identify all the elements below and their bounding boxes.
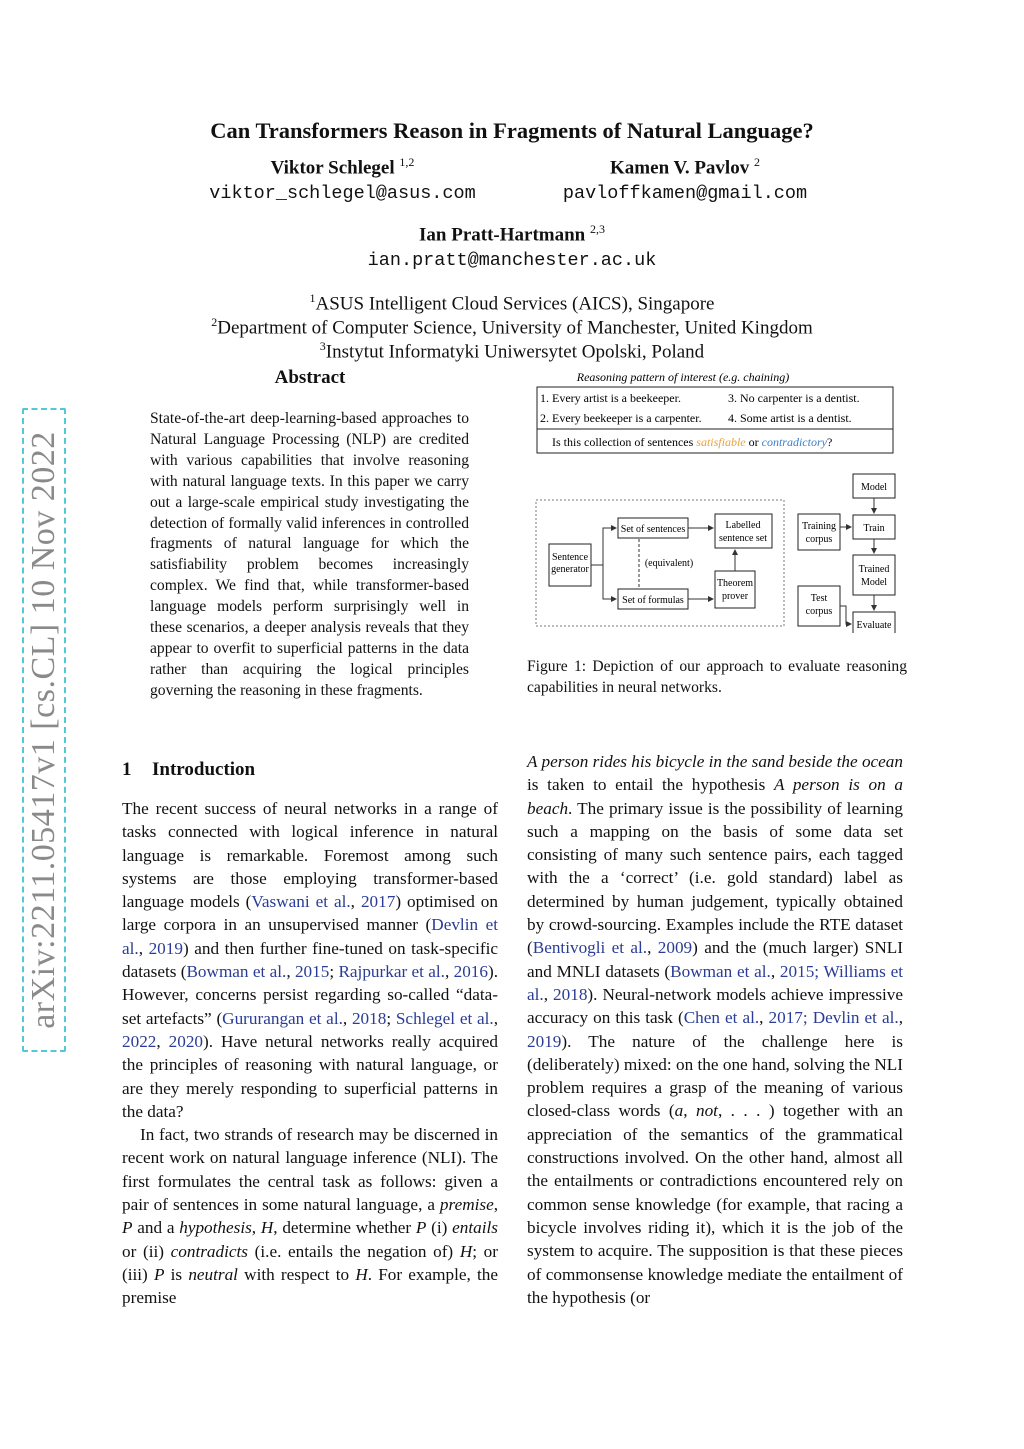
author-block — [312, 222, 712, 271]
author-email[interactable]: viktor_schlegel@asus.com — [209, 183, 476, 205]
node-label: Training — [801, 521, 837, 532]
text-run: is taken to entail the hypothesis — [527, 775, 774, 795]
edge-arrow — [840, 606, 851, 624]
author-name: Viktor Schlegel $^{1,2}$ — [270, 155, 415, 179]
citation[interactable]: 2017 — [768, 1008, 803, 1028]
citation[interactable]: 2018 — [553, 984, 588, 1004]
text-run: ; or (iii) — [122, 1241, 498, 1284]
node-label: Labelled — [725, 520, 761, 531]
text-run: ). However, concerns persist regarding so-called “data-set artefacts” ( — [122, 962, 499, 1028]
sentence-3: 3. No carpenter is a dentist. — [728, 391, 860, 405]
text-run: , — [543, 984, 554, 1004]
affiliation: $^3$Instytut Informatyki Uniwersytet Opolski, Poland — [319, 339, 705, 363]
text-run: , — [286, 962, 295, 982]
text-run: , — [770, 961, 780, 981]
sentence-1: 1. Every artist is a beekeeper. — [540, 391, 681, 405]
citation[interactable]: 2019 — [148, 938, 183, 958]
text-run: In fact, two strands of research may be discerned in recent work on natural language inference (NLI). The first formulates the central task as follows: given a pair of sentences in some natural language, a — [122, 1125, 498, 1215]
text-run: , — [898, 1008, 903, 1028]
citation[interactable]: Schlegel et al. — [395, 1008, 494, 1028]
text-run: , — [444, 962, 454, 982]
text-run: . For example, the premise — [122, 1264, 499, 1308]
citation[interactable]: ; — [802, 1008, 813, 1028]
italic-text: neutral — [188, 1264, 238, 1284]
italic-text: not — [695, 1101, 718, 1121]
author-email[interactable]: pavloffkamen@gmail.com — [562, 183, 808, 205]
text-run: , determine whether — [273, 1218, 416, 1238]
right-column — [527, 750, 903, 1309]
author-block — [190, 155, 495, 204]
figure-question: Is this collection of sentences satisfiable or contradictory? — [552, 435, 833, 449]
node-label: prover — [721, 591, 749, 602]
citation[interactable]: Rajpurkar et al. — [338, 962, 445, 982]
italic-text: hypothesis — [179, 1218, 252, 1238]
italic-text: H — [260, 1218, 274, 1238]
paragraph — [122, 797, 498, 1123]
node-label: Test — [810, 593, 828, 604]
paragraph — [527, 750, 903, 1309]
citation[interactable]: Devlin et al. — [122, 915, 498, 958]
text-run: (i.e. entails the negation of) — [248, 1241, 460, 1261]
node-label: Trained — [858, 564, 890, 575]
left-column — [122, 797, 498, 1310]
italic-text: a — [674, 1101, 684, 1121]
node-label: Theorem — [716, 578, 754, 589]
text-run: (i) — [426, 1218, 453, 1238]
citation[interactable]: Williams et al. — [527, 961, 904, 1004]
citation[interactable]: Devlin et al. — [812, 1008, 899, 1028]
text-run: , — [759, 1008, 769, 1028]
node-label: sentence set — [718, 533, 768, 544]
text-run: ). The nature of the challenge here is (deliberately) mixed: on the one hand, solving the NLI problem requires a grasp of the meaning of various closed-class words ( — [527, 1031, 903, 1121]
italic-text: entails — [452, 1218, 498, 1238]
abstract-heading: Abstract — [274, 367, 346, 388]
trained-model-node — [853, 555, 895, 595]
node-label: corpus — [805, 606, 833, 617]
node-label: Train — [863, 523, 885, 534]
node-label: corpus — [805, 534, 833, 545]
text-run: ) and then further fine-tuned on task-specific datasets ( — [122, 938, 498, 982]
author-email[interactable]: ian.pratt@manchester.ac.uk — [367, 250, 657, 272]
node-label: generator — [551, 564, 589, 575]
figure-header: Reasoning pattern of interest (e.g. chaining) — [576, 370, 790, 384]
citation[interactable]: Bowman et al. — [186, 962, 287, 982]
figure-diagram — [528, 368, 908, 633]
author-name: Ian Pratt-Hartmann $^{2,3}$ — [419, 222, 605, 246]
figure-caption: Figure 1: Depiction of our approach to evaluate reasoning capabilities in neural networks. — [527, 658, 907, 696]
abstract-text: State-of-the-art deep-learning-based approaches to Natural Language Processing (NLP) are credited with various capabilities that involve reasoning with natural language texts. In this paper we carry out a large-scale empirical study investigating the detection of formally valid inferences in controlled fragments of natural language for which the satisfiability problem becomes increasingly complex. We find that, while transformer-based language models perform surprisingly well in these scenarios, a deeper analysis reveals that they appear to overfit to superficial patterns in the data rather than acquiring the logical principles governing the reasoning in these fragments. — [150, 410, 469, 699]
italic-text: A person is on a beach — [527, 775, 903, 818]
citation[interactable]: 2015 — [294, 962, 330, 982]
text-run: with respect to — [237, 1264, 356, 1284]
text-run: , — [493, 1195, 498, 1215]
text-run: is — [164, 1264, 189, 1284]
citation[interactable]: 2017 — [360, 892, 396, 912]
node-label: Sentence — [551, 552, 589, 563]
citation[interactable]: ; — [814, 961, 824, 981]
italic-text: premise — [439, 1195, 494, 1215]
text-run: , — [251, 1218, 261, 1238]
italic-text: P — [153, 1264, 165, 1284]
text-run: ). Have netural networks really acquired the principles of reasoning with natural language, or are they merely responding to superficial patterns in the data? — [122, 1031, 499, 1121]
sentence-4: 4. Some artist is a dentist. — [728, 411, 852, 425]
italic-text: P — [122, 1218, 133, 1238]
equivalent-label: (equivalent) — [644, 558, 694, 569]
affiliation: $^1$ASUS Intelligent Cloud Services (AICS), Singapore — [309, 291, 715, 315]
citation[interactable]: Bentivogli et al. — [532, 938, 648, 958]
paper-title: Can Transformers Reason in Fragments of Natural Language? — [210, 118, 814, 143]
node-label: Set of sentences — [620, 524, 686, 535]
author-block — [540, 155, 830, 204]
text-run: ; — [386, 1008, 396, 1028]
citation[interactable]: Vaswani et al. — [251, 892, 351, 912]
citation[interactable]: 2009 — [657, 938, 693, 958]
node-label: Model — [860, 577, 888, 588]
author-name: Kamen V. Pavlov $^2$ — [610, 155, 760, 179]
italic-text: A person rides his bicycle in the sand beside the ocean — [527, 752, 903, 771]
text-run: and a — [132, 1218, 180, 1238]
text-run: , — [647, 938, 658, 958]
italic-text: H — [459, 1241, 473, 1261]
node-label: Evaluate — [856, 620, 892, 631]
text-run: , . . . ) together with an appreciation of the semantics of the grammatical constructions involved. On the other hand, almost all the entailments or contradictions encountered rely on common sense knowledge (for example, that racing a bicycle involves riding it), which it is the job of the system to acquire. The supposition is that these pieces of commonsense knowledge mediate the entailment of the hypothesis (or — [527, 1101, 903, 1307]
citation[interactable]: Chen et al. — [683, 1008, 760, 1028]
text-run: ) optimised on large corpora in an unsupervised manner ( — [122, 892, 498, 935]
citation[interactable]: 2019 — [527, 1031, 562, 1051]
text-run: or (ii) — [122, 1241, 171, 1261]
text-run: , — [342, 1008, 352, 1028]
node-label: Set of formulas — [622, 595, 684, 606]
citation[interactable]: 2016 — [453, 962, 488, 982]
citation[interactable]: 2015 — [779, 961, 815, 981]
paragraph — [122, 1123, 498, 1309]
section-heading: 1 Introduction — [122, 759, 256, 780]
edge-arrow — [591, 528, 616, 565]
sentence-2: 2. Every beekeeper is a carpenter. — [540, 411, 702, 425]
citation[interactable]: Bowman et al. — [670, 961, 771, 981]
text-run: ; — [329, 962, 339, 982]
citation[interactable]: 2018 — [351, 1008, 387, 1028]
theorem-prover-node — [715, 571, 755, 608]
citation[interactable]: 2022 — [122, 1031, 157, 1051]
affiliation: $^2$Department of Computer Science, University of Manchester, United Kingdom — [211, 315, 813, 339]
arxiv-stamp[interactable] — [22, 408, 66, 1052]
text-run: ). Neural-network models achieve impressive accuracy on this task ( — [527, 984, 904, 1028]
italic-text: P — [415, 1218, 427, 1238]
citation[interactable]: Gururangan et al. — [222, 1008, 343, 1028]
text-run: , — [350, 892, 361, 912]
text-run: , — [156, 1031, 169, 1051]
node-label: Model — [860, 482, 888, 493]
figure-1 — [528, 368, 908, 633]
arxiv-id: arXiv:2211.05417v1 [cs.CL] 10 Nov 2022 — [25, 431, 62, 1029]
text-run: ) and the (much larger) SNLI and MNLI datasets ( — [527, 938, 903, 981]
text-run: The recent success of neural networks in a range of tasks connected with logical inference in natural language is remarkable. Foremost among such systems are those employing transformer-based language models ( — [122, 799, 498, 912]
text-run: , — [493, 1008, 498, 1028]
text-run: , — [138, 938, 149, 958]
text-run: . The primary issue is the possibility of learning such a mapping on the basis of some data set consisting of many such sentence pairs, each tagged with the a ‘correct’ (i.e. gold standard) label as determined by human judgement, typically obtained by crowd-sourcing. Examples include the RTE dataset ( — [527, 798, 903, 958]
edge-arrow — [591, 565, 616, 599]
italic-text: contradicts — [170, 1241, 248, 1261]
citation[interactable]: 2020 — [168, 1031, 203, 1051]
italic-text: H — [355, 1264, 368, 1284]
text-run: , — [683, 1101, 696, 1121]
